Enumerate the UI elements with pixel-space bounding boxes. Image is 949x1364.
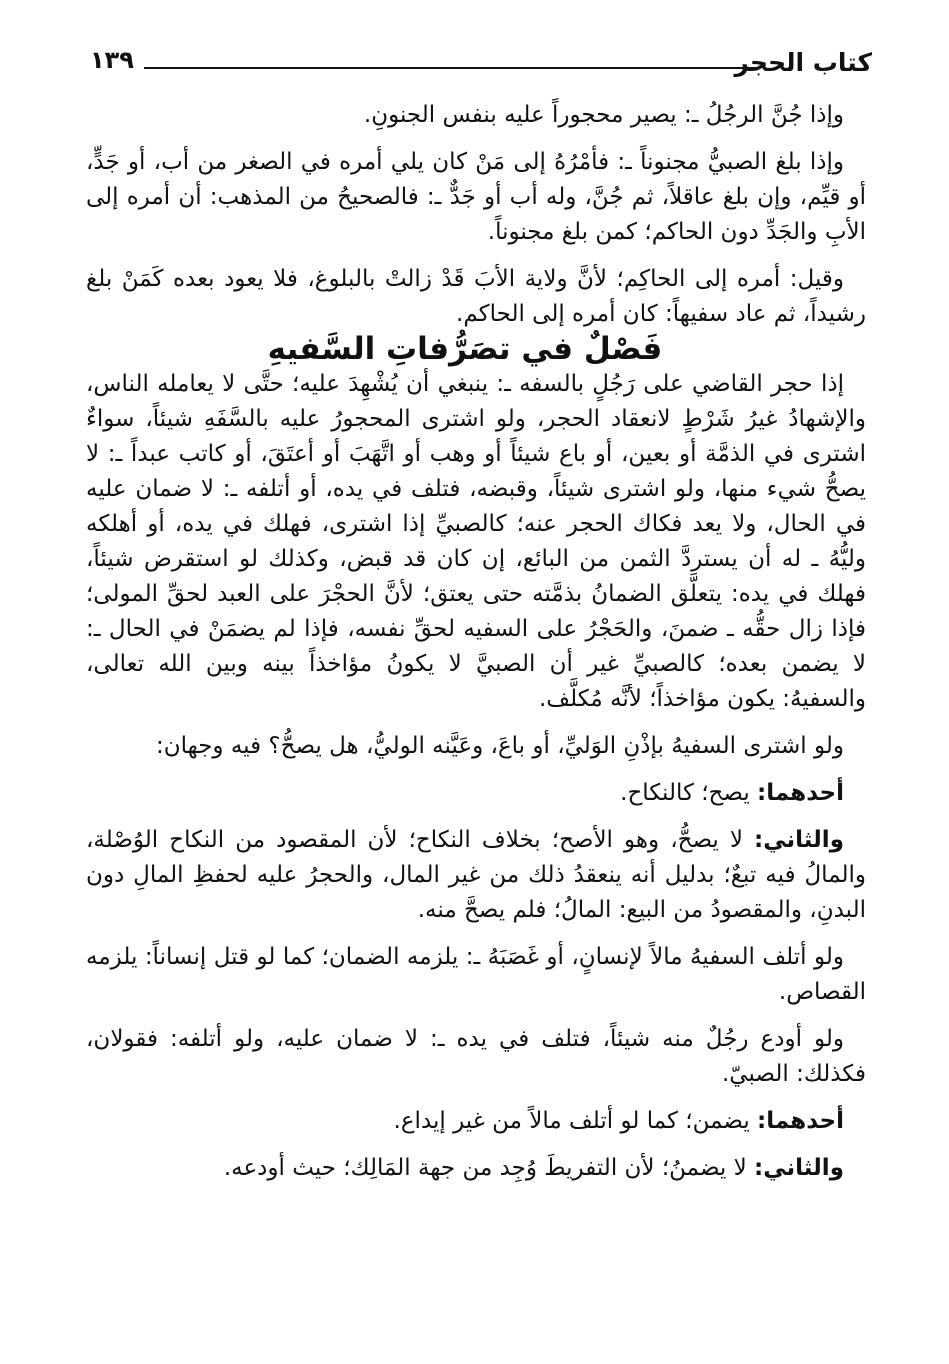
paragraph bbox=[86, 145, 866, 250]
paragraph bbox=[86, 1104, 866, 1139]
paragraph-text: ولو أتلف السفيهُ مالاً لإنسانٍ، أو غَصَبَهُ ـ: يلزمه الضمان؛ كما لو قتل إنساناً: يلزمه القصاص. bbox=[86, 944, 866, 1005]
paragraph-text: يضمن؛ كما لو أتلف مالاً من غير إيداع. bbox=[393, 1108, 758, 1134]
paragraph bbox=[86, 1022, 866, 1092]
page-number: ١٣٩ bbox=[90, 46, 134, 74]
paragraph bbox=[86, 776, 866, 811]
paragraph-text: لا يصحُّ، وهو الأصح؛ بخلاف النكاح؛ لأن المقصود من النكاح الوُصْلة، والمالُ فيه تبعٌ؛ بدليل أنه ينعقدُ ذلك من غير المال، والحجرُ عليه لحفظِ المالِ دون البدنِ، والمقصودُ من البيع: المالُ؛ فلم يصحَّ منه. bbox=[86, 827, 866, 923]
paragraph-text: ولو أودع رجُلٌ منه شيئاً، فتلف في يده ـ: لا ضمان عليه، ولو أتلفه: فقولان، فكذلك: الصبيّ. bbox=[86, 1026, 866, 1087]
paragraph bbox=[86, 729, 866, 764]
paragraph-lead: أحدهما: bbox=[757, 1108, 844, 1134]
paragraph bbox=[86, 823, 866, 928]
header-rule bbox=[144, 67, 760, 69]
section-title: فَصْلٌ في تصَرُّفاتِ السَّفيهِ bbox=[267, 331, 663, 367]
paragraph bbox=[86, 367, 866, 717]
paragraph-text: وإذا بلغ الصبيُّ مجنوناً ـ: فأمْرُهُ إلى مَنْ كان يلي أمره في الصغر من أب، أو جَدٍّ، أو قيِّم، وإن بلغ عاقلاً، ثم جُنَّ، وله أب أو جَدٌّ ـ: فالصحيحُ من المذهب: أن أمره إلى الأبِ والجَدِّ دون الحاكم؛ كمن بلغ مجنوناً. bbox=[86, 149, 866, 245]
paragraph bbox=[86, 1151, 866, 1186]
paragraph-text: إذا حجر القاضي على رَجُلٍ بالسفه ـ: ينبغي أن يُشْهِدَ عليه؛ حتَّى لا يعامله الناس، والإشهادُ غيرُ شَرْطٍ لانعقاد الحجر، ولو اشترى المحجورُ عليه بالسَّفَهِ شيئاً، سواءٌ اشترى في الذمَّة أو بعين، أو باع شيئاً أو وهب أو اتَّهَبَ أو أعتَقَ، أو كاتب عبداً ـ: لا يصحُّ شيء منها، ولو اشترى شيئاً، وقبضه، فتلف في يده، أو أتلفه ـ: لا ضمان عليه في الحال، ولا يعد فكاك الحجر عنه؛ كالصبيِّ إذا اشترى، فهلك في يده، أو أهلكه وليُّهُ ـ له أن يستردَّ الثمن من البائع، إن كان قد قبض، وكذلك لو استقرض شيئاً، فهلك في يده: يتعلَّق الضمانُ بذمَّته حتى يعتق؛ لأنَّ الحجْرَ على العبد لحقِّ المولى؛ فإذا زال حقُّه ـ ضمنَ، والحَجْرُ على السفيه لحقِّ نفسه، فإذا لم يضمَنْ في الحال ـ: لا يضمن بعده؛ كالصبيِّ غير أن الصبيَّ لا يكونُ مؤاخذاً بينه وبين الله تعالى، والسفيهُ: يكون مؤاخذاً؛ لأنَّه مُكلَّف. bbox=[86, 371, 866, 712]
paragraph bbox=[86, 98, 866, 133]
running-header bbox=[90, 42, 872, 82]
paragraph-lead: والثاني: bbox=[754, 827, 844, 853]
paragraph-text: ولو اشترى السفيهُ بإذْنِ الوَليِّ، أو باعَ، وعَيَّنه الوليُّ، هل يصحُّ؟ فيه وجهان: bbox=[155, 733, 844, 759]
paragraph-text: وقيل: أمره إلى الحاكِم؛ لأنَّ ولاية الأبَ قَدْ زالتْ بالبلوغ، فلا يعود بعده كَمَنْ بلغ رشيداً، ثم عاد سفيهاً: كان أمره إلى الحاكم. bbox=[86, 266, 866, 327]
book-title: كتاب الحجر bbox=[734, 48, 872, 77]
paragraph-text: يصح؛ كالنكاح. bbox=[620, 780, 758, 806]
page-body bbox=[86, 98, 866, 1186]
paragraph-lead: والثاني: bbox=[754, 1155, 844, 1181]
paragraph-text: وإذا جُنَّ الرجُلُ ـ: يصير محجوراً عليه بنفس الجنونِ. bbox=[363, 102, 844, 128]
paragraph-lead: أحدهما: bbox=[757, 780, 844, 806]
paragraph bbox=[86, 940, 866, 1010]
paragraph bbox=[86, 262, 866, 332]
paragraph-text: لا يضمنُ؛ لأن التفريطَ وُجِد من جهة المَالِك؛ حيث أودعه. bbox=[223, 1155, 755, 1181]
